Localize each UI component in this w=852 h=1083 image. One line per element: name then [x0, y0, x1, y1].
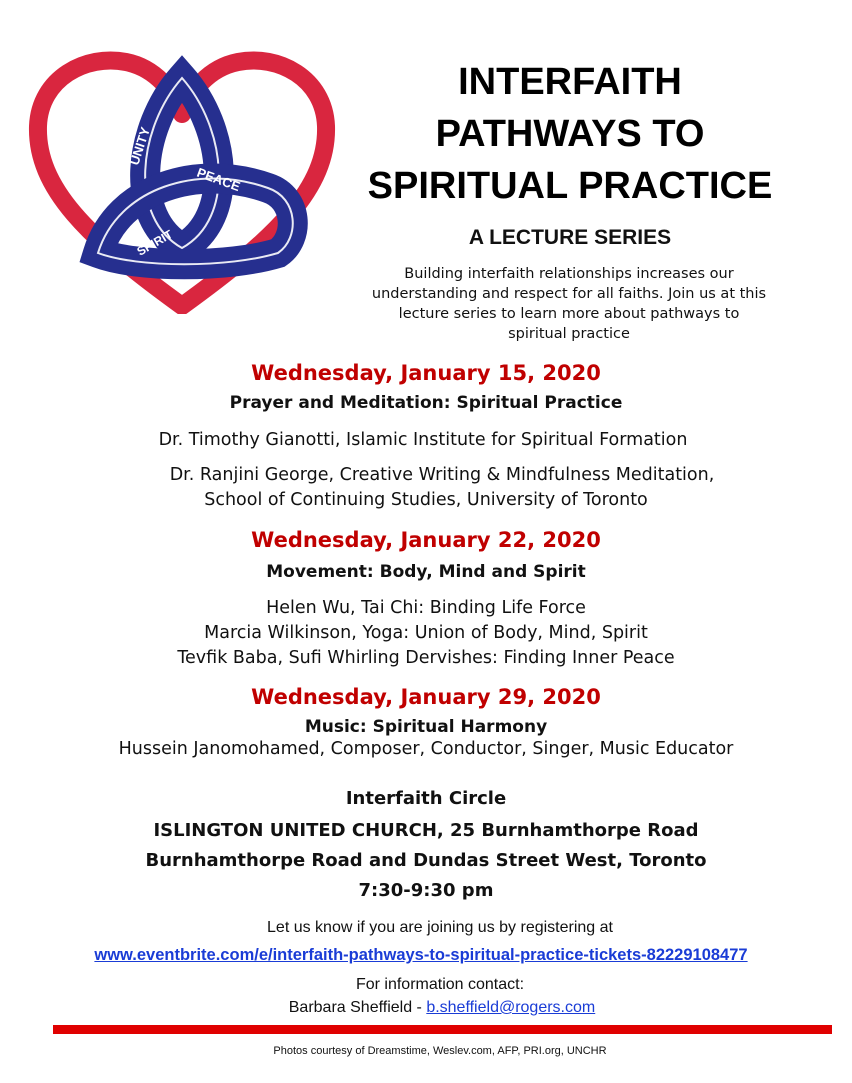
logo-word-peace: PEACE: [194, 164, 243, 195]
session-2-speaker: Marcia Wilkinson, Yoga: Union of Body, Mind, Spirit: [204, 623, 648, 643]
intro-line: spiritual practice: [508, 326, 630, 342]
title-line: PATHWAYS TO: [435, 113, 705, 155]
session-2-speaker: Tevfik Baba, Sufi Whirling Dervishes: Finding Inner Peace: [177, 648, 675, 668]
contact-email-link[interactable]: b.sheffield@rogers.com: [426, 999, 596, 1016]
session-2-date: Wednesday, January 22, 2020: [251, 528, 601, 552]
intro-paragraph: [345, 264, 793, 344]
venue-intersection: Burnhamthorpe Road and Dundas Street West, Toronto: [145, 850, 707, 871]
contact-line: [0, 999, 852, 1017]
page-title: [330, 56, 810, 212]
series-subtitle: A LECTURE SERIES: [468, 226, 672, 249]
registration-prompt: Let us know if you are joining us by registering at: [267, 919, 613, 936]
session-1-topic: Prayer and Meditation: Spiritual Practice: [229, 393, 623, 413]
session-1-speaker: Dr. Timothy Gianotti, Islamic Institute for Spiritual Formation: [158, 430, 688, 450]
session-2-speaker: Helen Wu, Tai Chi: Binding Life Force: [266, 598, 586, 618]
venue-host: Interfaith Circle: [345, 788, 507, 809]
contact-name: Barbara Sheffield -: [288, 999, 427, 1016]
venue-church: ISLINGTON UNITED CHURCH, 25 Burnhamthorpe Road: [153, 820, 699, 841]
title-line: INTERFAITH: [458, 61, 682, 103]
intro-line: lecture series to learn more about pathways to: [398, 306, 740, 322]
registration-link[interactable]: www.eventbrite.com/e/interfaith-pathways-to-spiritual-practice-tickets-82229108477: [94, 946, 748, 964]
contact-label: For information contact:: [355, 976, 525, 993]
interfaith-heart-logo: [28, 48, 336, 314]
session-3-speaker: Hussein Janomohamed, Composer, Conductor, Singer, Music Educator: [118, 739, 734, 759]
registration-line: [0, 946, 842, 965]
session-2-topic: Movement: Body, Mind and Spirit: [266, 562, 586, 582]
footer-divider-bar: [53, 1025, 832, 1034]
intro-line: understanding and respect for all faiths. Join us at this: [371, 286, 767, 302]
photo-credits: Photos courtesy of Dreamstime, Weslev.com, AFP, PRI.org, UNCHR: [273, 1045, 607, 1057]
logo-word-unity: UNITY: [126, 125, 153, 167]
session-1-speaker: Dr. Ranjini George, Creative Writing & Mindfulness Meditation,: [169, 465, 715, 485]
intro-line: Building interfaith relationships increases our: [404, 266, 734, 282]
venue-time: 7:30-9:30 pm: [358, 880, 494, 901]
title-line: SPIRITUAL PRACTICE: [367, 165, 773, 207]
session-1-speaker: School of Continuing Studies, University of Toronto: [204, 490, 648, 510]
session-1-date: Wednesday, January 15, 2020: [251, 361, 601, 385]
logo-word-spirit: SPIRIT: [134, 227, 175, 259]
session-3-topic: Music: Spiritual Harmony: [304, 717, 548, 737]
session-3-date: Wednesday, January 29, 2020: [251, 685, 601, 709]
